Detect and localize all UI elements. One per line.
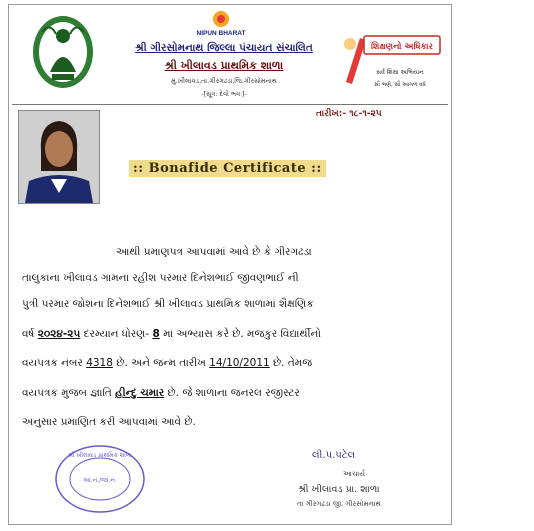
student-photo-image <box>19 111 99 203</box>
signature-school: શ્રી ખીલાવડ પ્રા. શાળા <box>298 484 380 495</box>
body-line-1: આથી પ્રમાણપત્ર આપવામાં આવે છે કે ગીરગઢડા <box>116 246 312 258</box>
line4-prefix: વર્ષ <box>22 328 38 340</box>
standard-value: 8 <box>152 328 160 340</box>
signature-location: તા ગીરગઢડા જી. ગીરસોમનાથ <box>297 500 381 508</box>
line4-middle: દરમ્યાન ધોરણ- <box>80 328 153 340</box>
body-line-7: અનુસાર પ્રમાણિત કરી આપવામાં આવે છે. <box>22 416 196 428</box>
certificate-date: તારીખ:- ૧૮-૧-૨૫ <box>316 109 382 119</box>
line6-prefix: વયપત્રક મુજબ જ્ઞાતિ <box>22 387 116 399</box>
district-title: શ્રી ગીરસોમનાથ જિલ્લા પંચાયત સંચાલિત <box>135 42 313 54</box>
school-motto: -[સૂત્ર: દેવો ભવઃ]- <box>201 90 247 98</box>
right-to-education-logo <box>338 30 444 104</box>
right-logo-title: શિક્ષણનો અધિકાર <box>371 42 433 52</box>
date-of-birth: 14/10/2011 <box>209 357 270 369</box>
header-divider <box>12 104 448 105</box>
school-stamp <box>54 444 146 514</box>
saraswati-logo <box>30 12 96 90</box>
certificate-title: :: Bonafide Certificate :: <box>129 160 326 177</box>
line5-suffix: છે. તેમજ <box>269 357 313 369</box>
body-line-3: પુત્રી પરમાર જોશના દિનેશભાઈ શ્રી ખીલાવડ પ્રાથમિક શાળામાં શૈક્ષણિક <box>22 298 314 310</box>
nipun-bharat-logo <box>196 8 246 42</box>
signature-designation: આચાર્ય <box>343 470 365 478</box>
right-logo-sub2: સૌ ભણે, સૌ આગળ વધે <box>374 82 426 88</box>
line5-middle: છે. અને જન્મ તારીખ <box>112 357 210 369</box>
line5-prefix: વયપત્રક નંબર <box>22 357 87 369</box>
register-number: 4318 <box>86 357 113 369</box>
student-photo <box>18 110 100 204</box>
stamp-inner-text: આ.નં./જા.નં. <box>83 477 117 484</box>
school-address: મુ.ખીલાવડ,તા.ગીરગઢડા,જિ.ગીરસોમનાથ <box>171 77 277 85</box>
signature-name: લી.પ.પટેલ <box>312 450 356 461</box>
nipun-logo-text: NIPUN BHARAT <box>196 30 246 37</box>
body-line-5 <box>22 357 440 370</box>
line6-suffix: છે. જે શાળાના જનરલ રજીસ્ટર <box>164 387 300 399</box>
body-line-6 <box>22 387 440 400</box>
stamp-text: શ્રી ખીલાવડ પ્રાથમિક શાળા <box>67 452 133 459</box>
school-name-title: શ્રી ખીલાવડ પ્રાથમિક શાળા <box>164 59 284 72</box>
caste-value: હીન્દુ ચમાર <box>115 387 165 399</box>
right-logo-sub1: સર્વ શિક્ષા અભિયાન <box>376 69 424 76</box>
line4-suffix: માં અભ્યાસ કરે છે. મજકુર વિદ્યાર્થીનો <box>159 328 321 340</box>
academic-year: ૨૦૨૪-૨૫ <box>37 328 81 340</box>
body-line-4 <box>22 328 440 341</box>
body-line-2: તાલુકાના ખીલાવડ ગામના રહીશ પરમાર દિનેશભાઈ જીવણભાઈ ની <box>22 272 299 284</box>
